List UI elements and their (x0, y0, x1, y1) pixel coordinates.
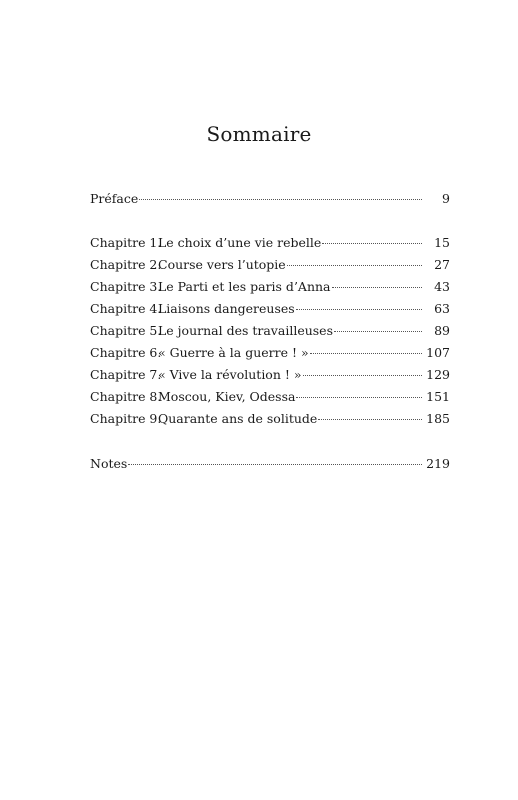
dot-leader (334, 330, 422, 332)
toc-page-number: 129 (426, 367, 450, 382)
toc-page-number: 185 (426, 411, 450, 426)
dot-leader (310, 352, 422, 354)
dot-leader (322, 242, 422, 244)
chapter-number: Chapitre 2. (90, 257, 162, 272)
toc-page-number: 107 (426, 345, 450, 360)
chapter-title: « Vive la révolution ! » (158, 367, 302, 382)
chapter-number: Chapitre 7. (90, 367, 162, 382)
chapter-title: Moscou, Kiev, Odessa (158, 389, 296, 404)
dot-leader (128, 463, 422, 465)
dot-leader (318, 418, 422, 420)
toc-page-number: 9 (442, 191, 450, 206)
toc-entry-chapter-6[interactable] (90, 344, 450, 362)
toc-entry-notes[interactable] (90, 455, 450, 473)
toc-entry-chapter-9[interactable] (90, 410, 450, 428)
toc-entry-label: Préface (90, 191, 139, 206)
dot-leader (296, 396, 422, 398)
dot-leader (303, 374, 422, 376)
toc-entry-chapter-5[interactable] (90, 322, 450, 340)
toc-page-number: 219 (426, 456, 450, 471)
chapter-title: Le Parti et les paris d’Anna (158, 279, 331, 294)
chapter-number: Chapitre 9. (90, 411, 162, 426)
toc-entry-chapter-7[interactable] (90, 366, 450, 384)
chapter-title: Quarante ans de solitude (158, 411, 318, 426)
dot-leader (296, 308, 422, 310)
toc-entry-chapter-1[interactable] (90, 234, 450, 252)
toc-page-number: 27 (434, 257, 450, 272)
chapter-title: « Guerre à la guerre ! » (158, 345, 309, 360)
chapter-number: Chapitre 4. (90, 301, 162, 316)
dot-leader (139, 198, 422, 200)
toc-entry-chapter-4[interactable] (90, 300, 450, 318)
toc-page-number: 43 (434, 279, 450, 294)
chapter-title: Course vers l’utopie (158, 257, 286, 272)
dot-leader (332, 286, 423, 288)
toc-page-number: 89 (434, 323, 450, 338)
page-title: Sommaire (206, 122, 312, 146)
chapter-title: Le choix d’une vie rebelle (158, 235, 322, 250)
chapter-number: Chapitre 8. (90, 389, 162, 404)
toc-entry-label: Notes (90, 456, 128, 471)
toc-entry-chapter-2[interactable] (90, 256, 450, 274)
chapter-number: Chapitre 3. (90, 279, 162, 294)
toc-entry-chapter-3[interactable] (90, 278, 450, 296)
toc-entry-preface[interactable] (90, 190, 450, 208)
toc-page-number: 15 (434, 235, 450, 250)
toc-page-number: 151 (426, 389, 450, 404)
chapter-title: Le journal des travailleuses (158, 323, 333, 338)
toc-page-number: 63 (434, 301, 450, 316)
chapter-title: Liaisons dangereuses (158, 301, 295, 316)
toc-entry-chapter-8[interactable] (90, 388, 450, 406)
chapter-number: Chapitre 1. (90, 235, 162, 250)
chapter-number: Chapitre 6. (90, 345, 162, 360)
dot-leader (287, 264, 422, 266)
chapter-number: Chapitre 5. (90, 323, 162, 338)
